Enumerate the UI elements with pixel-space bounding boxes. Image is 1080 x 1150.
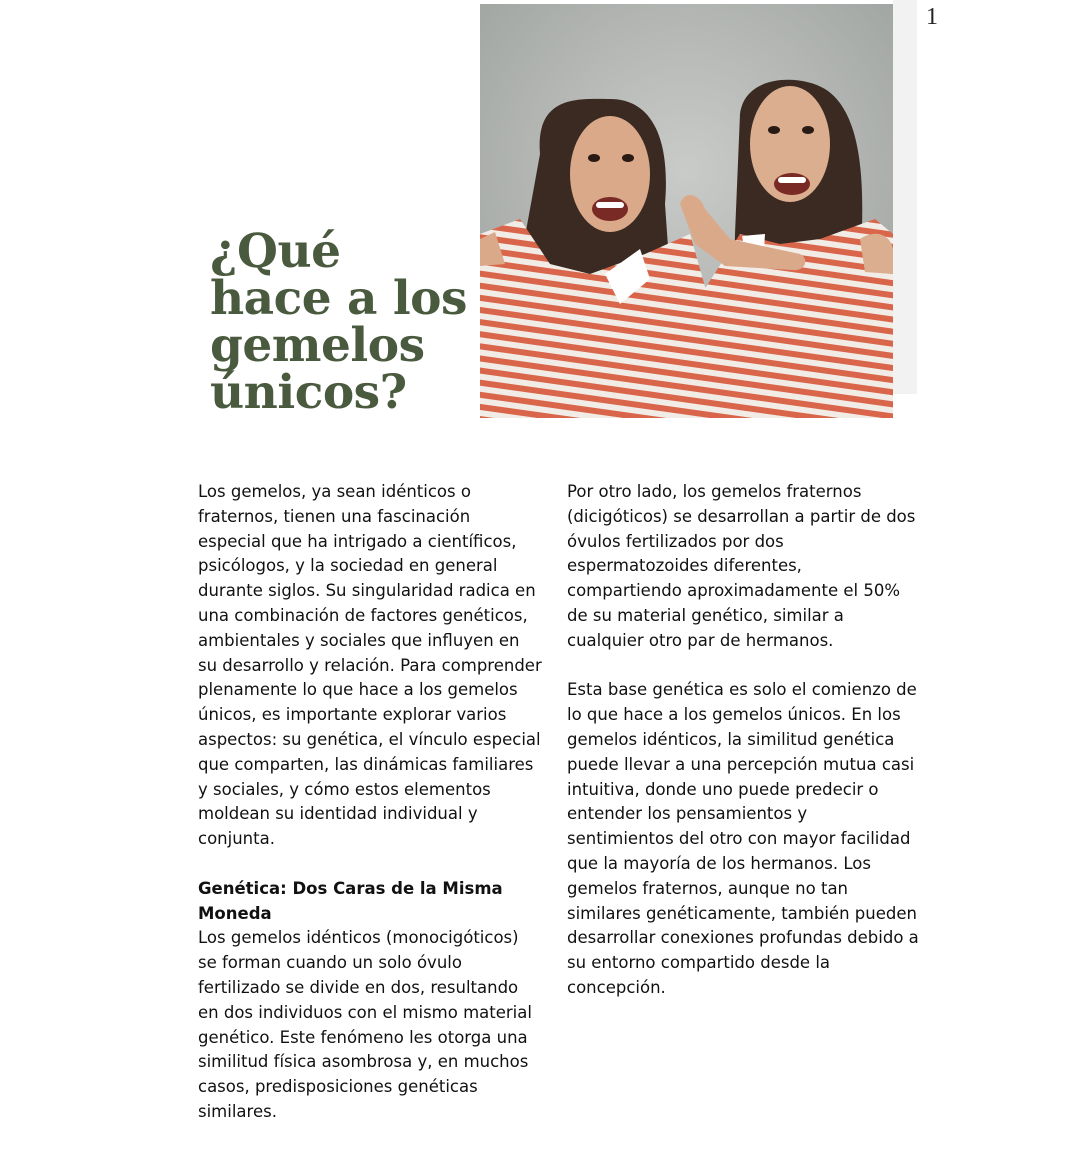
genetics-section (198, 877, 542, 1125)
right-column (567, 480, 919, 1026)
page-title (210, 224, 470, 420)
section-paragraph: Los gemelos idénticos (monocigóticos) se forman cuando un solo óvulo fertilizado se divide en dos, resultando en dos individuos con el mismo material genético. Este fenómeno les otorga una similitud física asombrosa y, en muchos casos, predisposiciones genéticas similares. (198, 928, 532, 1121)
page-number: 1 (926, 4, 938, 30)
bond-paragraph: Esta base genética es solo el comienzo de lo que hace a los gemelos únicos. En los gemelos idénticos, la similitud genética puede llevar a una percepción mutua casi intuitiva, donde uno puede predecir o entender los pensamientos y sentimientos del otro con mayor facilidad que la mayoría de los hermanos. Los gemelos fraternos, aunque no tan similares genéticamente, también pueden desarrollar conexiones profundas debido a su entorno compartido desde la concepción. (567, 680, 919, 997)
section-heading: Genética: Dos Caras de la Misma Moneda (198, 878, 503, 923)
title-line: únicos? (210, 365, 407, 420)
title-line: ¿Qué (210, 224, 341, 279)
photo-backdrop (893, 0, 917, 394)
intro-paragraph: Los gemelos, ya sean idénticos o fraternos, tienen una fascinación especial que ha intrigado a científicos, psicólogos, y la sociedad en general durante siglos. Su singularidad radica en una combinación de factores genéticos, ambientales y sociales que influyen en su desarrollo y relación. Para comprender plenamente lo que hace a los gemelos únicos, es importante explorar varios aspectos: su genética, el vínculo especial que comparten, las dinámicas familiares y sociales, y cómo estos elementos moldean su identidad individual y conjunta. (198, 482, 542, 849)
twins-photo (480, 4, 893, 418)
title-line: hace a los (210, 271, 467, 326)
fraternal-paragraph: Por otro lado, los gemelos fraternos (dicigóticos) se desarrollan a partir de dos óvulos fertilizados por dos espermatozoides diferentes, compartiendo aproximadamente el 50% de su material genético, similar a cualquier otro par de hermanos. (567, 482, 916, 650)
title-line: gemelos (210, 318, 425, 373)
left-column (198, 480, 542, 1150)
